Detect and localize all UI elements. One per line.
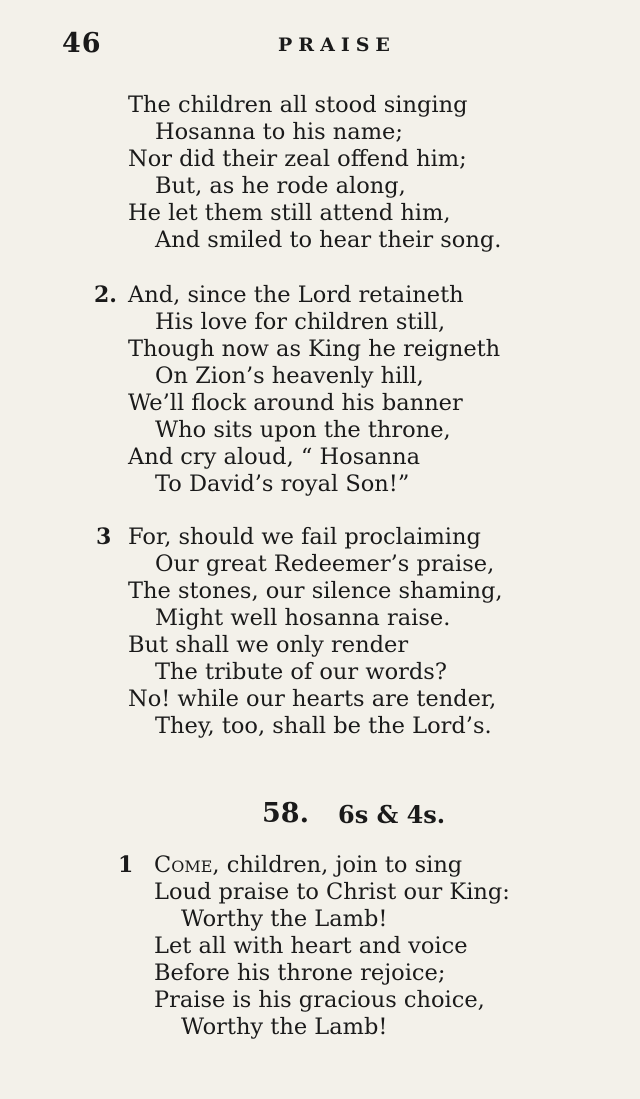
- page-number: 46: [62, 28, 102, 59]
- verse-line: They, too, shall be the Lord’s.: [155, 713, 492, 739]
- verse-line: Worthy the Lamb!: [181, 906, 388, 932]
- verse-line: Praise is his gracious choice,: [154, 987, 485, 1013]
- hymn-header: [0, 798, 640, 832]
- verse-line: And smiled to hear their song.: [155, 227, 502, 253]
- verse-line: On Zion’s heavenly hill,: [155, 363, 424, 389]
- verse-line: And, since the Lord retaineth: [128, 282, 464, 308]
- stanza-number: 2.: [94, 282, 117, 308]
- verse-line: The children all stood singing: [128, 92, 468, 118]
- verse-line: Might well hosanna raise.: [155, 605, 451, 631]
- hymn-number: 58.: [262, 798, 309, 829]
- verse-line: Hosanna to his name;: [155, 119, 403, 145]
- verse-line: To David’s royal Son!”: [155, 471, 410, 497]
- verse-line: But, as he rode along,: [155, 173, 406, 199]
- verse-line: He let them still attend him,: [128, 200, 451, 226]
- verse-line: Nor did their zeal offend him;: [128, 146, 467, 172]
- verse-line: No! while our hearts are tender,: [128, 686, 497, 712]
- verse-line: Worthy the Lamb!: [181, 1014, 388, 1040]
- verse-line: Though now as King he reigneth: [128, 336, 501, 362]
- verse-line: We’ll flock around his banner: [128, 390, 463, 416]
- first-line-rest: children, join to sing: [219, 852, 463, 878]
- verse-line: Before his throne rejoice;: [154, 960, 446, 986]
- first-word: Come,: [154, 852, 220, 878]
- verse-line: Loud praise to Christ our King:: [154, 879, 510, 905]
- verse-line: Our great Redeemer’s praise,: [155, 551, 495, 577]
- verse-line: For, should we fail proclaiming: [128, 524, 481, 550]
- verse-line: The tribute of our words?: [155, 659, 447, 685]
- verse-line: But shall we only render: [128, 632, 409, 658]
- stanza-number: 1: [118, 852, 134, 878]
- hymn-meter: 6s & 4s.: [338, 800, 446, 829]
- verse-line: Who sits upon the throne,: [155, 417, 451, 443]
- verse-line: The stones, our silence shaming,: [128, 578, 503, 604]
- running-title: PRAISE: [278, 34, 396, 56]
- verse-line: Let all with heart and voice: [154, 933, 468, 959]
- verse-line: His love for children still,: [155, 309, 446, 335]
- verse-line-first: [154, 852, 462, 879]
- verse-line: And cry aloud, “ Hosanna: [128, 444, 421, 470]
- stanza-number: 3: [96, 524, 112, 550]
